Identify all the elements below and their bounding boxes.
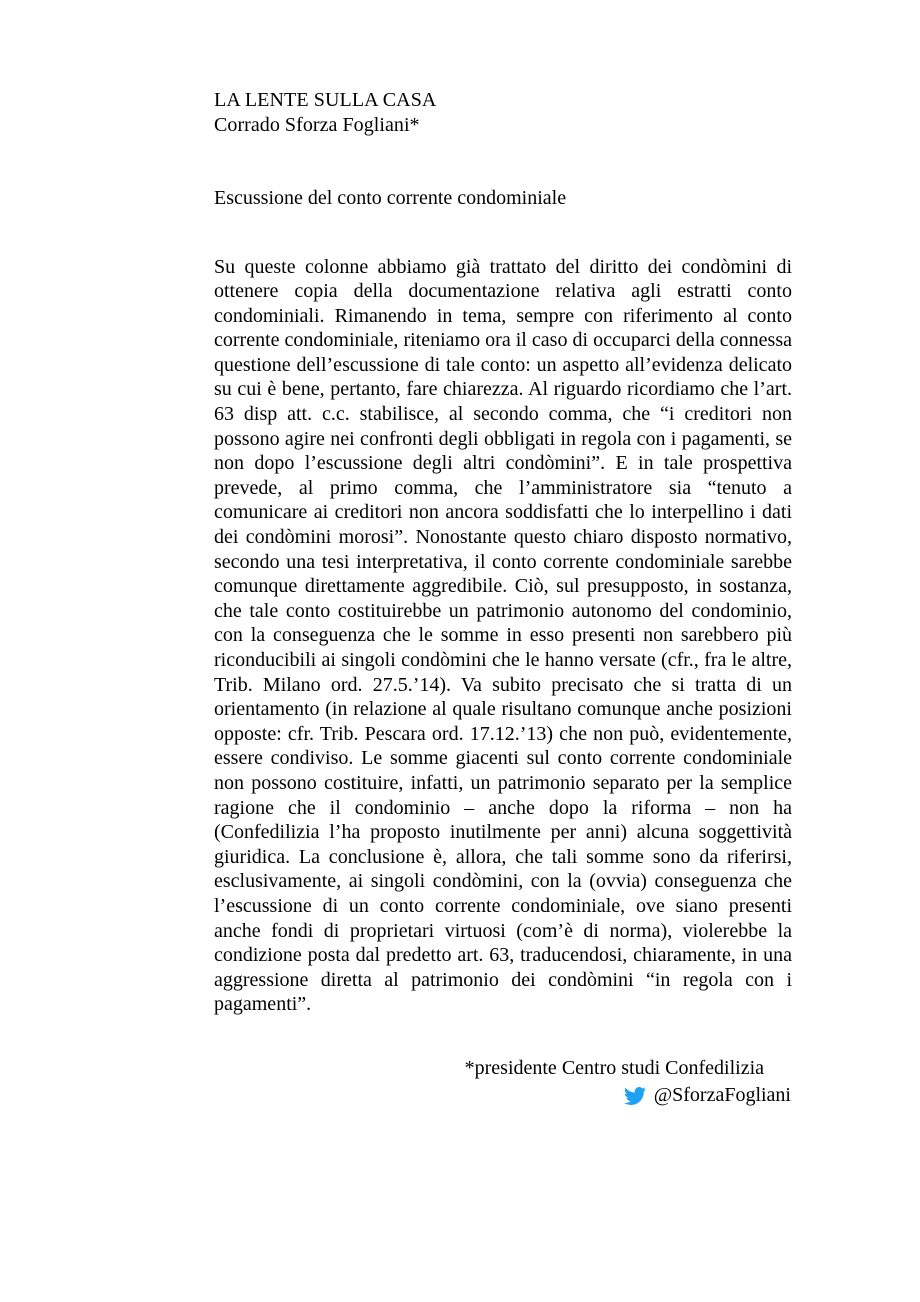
article-subtitle: Escussione del conto corrente condominiale <box>214 187 567 209</box>
body-paragraph: Su queste colonne abbiamo già trattato del diritto dei condòmini di ottenere copia della documentazione relativa agli estratti conto condominiali. Rimanendo in tema, sempre con riferimento al conto corrente condominiale, riteniamo ora il caso di occuparci della connessa questione dell’escussione di tale conto: un aspetto all’evidenza delicato su cui è bene, pertanto, fare chiarezza. Al riguardo ricordiamo che l’art. 63 disp att. c.c. stabilisce, al secondo comma, che “i creditori non possono agire nei confronti degli obbligati in regola con i pagamenti, se non dopo l’escussione degli altri condòmini”. E in tale prospettiva prevede, al primo comma, che l’amministratore sia “tenuto a comunicare ai creditori non ancora soddisfatti che lo interpellino i dati dei condòmini morosi”. Nonostante questo chiaro disposto normativo, secondo una tesi interpretativa, il conto corrente condominiale sarebbe comunque direttamente aggredibile. Ciò, sul presupposto, in sostanza, che tale conto costituirebbe un patrimonio autonomo del condominio, con la conseguenza che le somme in esso presenti non sarebbero più riconducibili ai singoli condòmini che le hanno versate (cfr., fra le altre, Trib. Milano ord. 27.5.’14). Va subito precisato che si tratta di un orientamento (in relazione al quale risultano comunque anche posizioni opposte: cfr. Trib. Pescara ord. 17.12.’13) che non può, evidentemente, essere condiviso. Le somme giacenti sul conto corrente condominiale non possono costituire, infatti, un patrimonio separato per la semplice ragione che il condominio – anche dopo la riforma – non ha (Confedilizia l’ha proposto inutilmente per anni) alcuna soggettività giuridica. La conclusione è, allora, che tali somme sono da riferirsi, esclusivamente, ai singoli condòmini, con la (ovvia) conseguenza che l’escussione di un conto corrente condominiale, ove siano presenti anche fondi di proprietari virtuosi (com’è di norma), violerebbe la condizione posta dal predetto art. 63, traducendosi, chiaramente, in una aggressione diretta al patrimonio dei condòmini “in regola con i pagamenti”. <box>214 255 792 1016</box>
article-body <box>214 255 792 1017</box>
document-content <box>214 88 792 1109</box>
author-credit: *presidente Centro studi Confedilizia <box>464 1056 764 1079</box>
author-byline: Corrado Sforza Fogliani* <box>214 113 420 136</box>
twitter-handle-line <box>214 1082 792 1109</box>
masthead <box>214 88 792 137</box>
twitter-handle: @SforzaFogliani <box>653 1083 791 1106</box>
twitter-bird-icon <box>624 1085 646 1107</box>
page-title: LA LENTE SULLA CASA <box>214 89 437 111</box>
signature-block <box>214 1055 792 1109</box>
